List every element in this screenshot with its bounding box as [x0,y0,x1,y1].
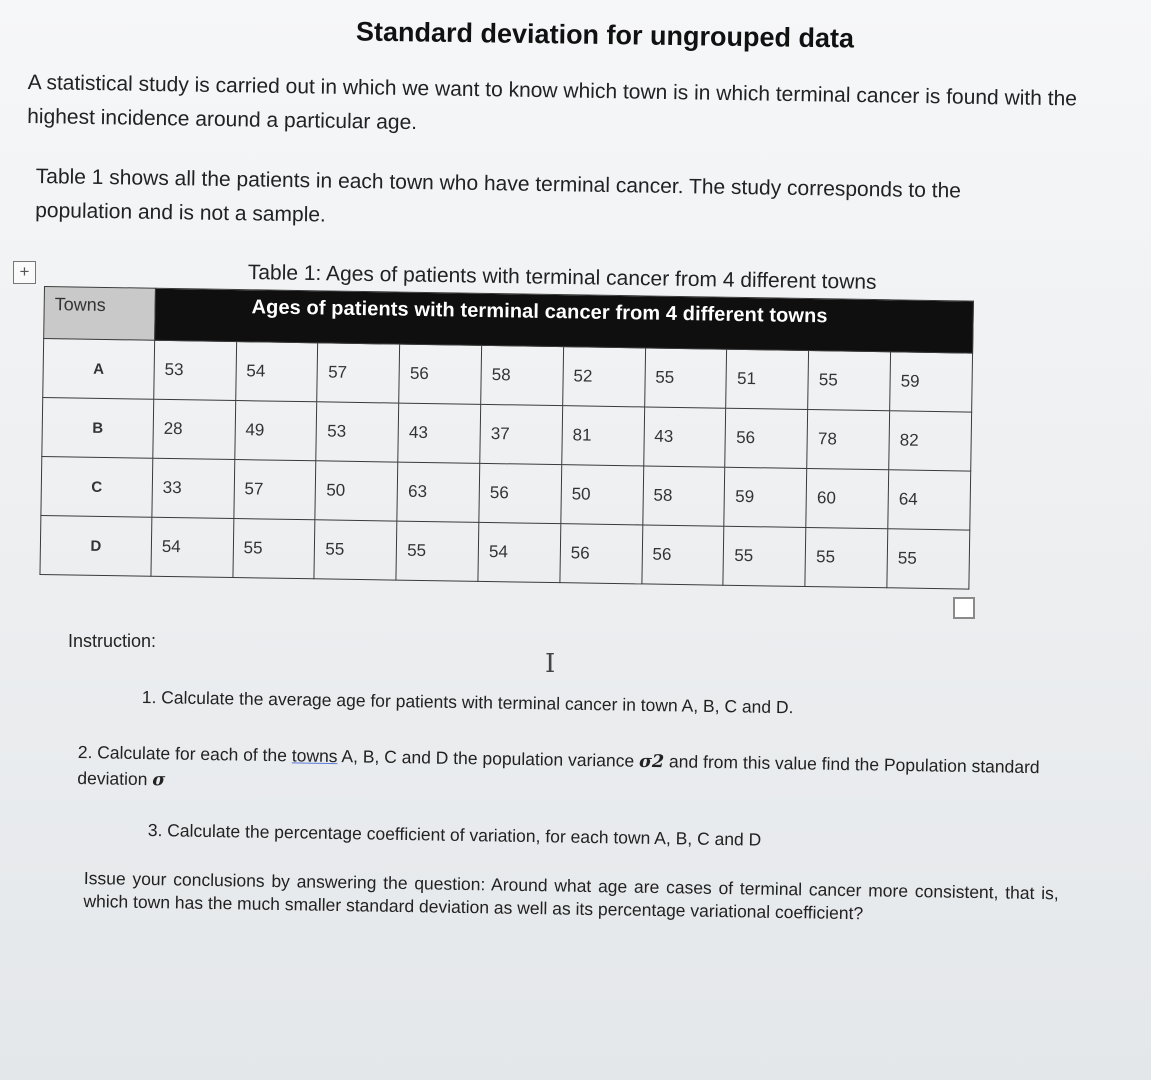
age-cell: 59 [724,467,807,527]
age-cell: 78 [807,410,890,470]
sigma-symbol: σ [152,770,166,791]
age-cell: 55 [723,526,806,586]
page-title: Standard deviation for ungrouped data [355,16,855,54]
table-resize-handle[interactable] [953,597,975,619]
age-cell: 56 [725,408,808,468]
age-cell: 55 [808,351,891,411]
age-cell: 54 [235,342,318,402]
instruction-label: Instruction: [68,631,157,651]
age-cell: 60 [806,469,889,529]
item2-middle: A, B, C and D the population variance [337,746,640,771]
age-cell: 55 [233,519,316,579]
table-caption: Table 1: Ages of patients with terminal cancer from 4 different towns [247,261,877,294]
town-label-cell: D [40,515,152,576]
age-cell: 54 [151,517,234,577]
age-cell: 55 [887,529,970,589]
instruction-item-1: 1. Calculate the average age for patients with terminal cancer in town A, B, C and D. [141,686,794,718]
age-cell: 59 [890,352,973,412]
age-cell: 56 [642,525,725,585]
age-cell: 50 [561,465,644,525]
ages-group-header: Ages of patients with terminal cancer from 4 different towns [155,288,974,353]
town-label-cell: C [41,456,153,517]
towns-column-header: Towns [44,287,156,341]
age-cell: 56 [560,524,643,584]
age-cell: 58 [642,466,725,526]
age-cell: 55 [644,348,727,408]
age-cell: 82 [889,411,972,471]
age-cell: 54 [478,522,561,582]
age-cell: 53 [316,402,399,462]
intro-paragraph: A statistical study is carried out in which we want to know which town is in which terminal cancer is found with the highest incidence around a particular age. [27,70,1078,135]
age-cell: 57 [234,460,317,520]
table-note-paragraph: Table 1 shows all the patients in each town who have terminal cancer. The study corresponds to the population and is not a sample. [35,164,962,227]
age-cell: 58 [481,345,564,405]
variance-symbol: σ2 [638,751,665,773]
age-cell: 52 [563,347,646,407]
towns-link[interactable]: towns [291,745,338,767]
age-cell: 37 [480,404,563,464]
age-cell: 33 [152,458,235,518]
age-cell: 64 [888,470,971,530]
town-label-cell: B [42,397,154,458]
age-cell: 51 [726,349,809,409]
age-cell: 55 [805,527,888,587]
age-cell: 49 [234,401,317,461]
conclusion-paragraph: Issue your conclusions by answering the question: Around what age are cases of terminal cancer more consistent, that is, which town has the much smaller standard deviation as well as its percentage variational coefficient? [83,867,1059,923]
instruction-item-2 [77,740,1078,808]
age-cell: 56 [399,344,482,404]
ages-table [39,286,973,590]
age-cell: 55 [396,521,479,581]
ages-table-wrapper [39,286,978,590]
age-cell: 28 [153,399,236,459]
item2-prefix: 2. Calculate for each of the [77,741,292,766]
text-cursor-icon: I [545,649,556,679]
age-cell: 56 [479,463,562,523]
age-cell: 43 [398,403,481,463]
age-cell: 53 [154,340,237,400]
age-cell: 81 [562,406,645,466]
town-label-cell: A [43,339,155,400]
table-move-handle-icon[interactable]: + [13,261,36,284]
age-cell: 43 [643,407,726,467]
age-cell: 50 [315,461,398,521]
age-cell: 63 [397,462,480,522]
item2-suffix: and from this value find the Population standard deviation [77,751,1040,790]
age-cell: 55 [314,520,397,580]
age-cell: 57 [317,343,400,403]
instruction-item-3: 3. Calculate the percentage coefficient of variation, for each town A, B, C and D [147,819,762,850]
